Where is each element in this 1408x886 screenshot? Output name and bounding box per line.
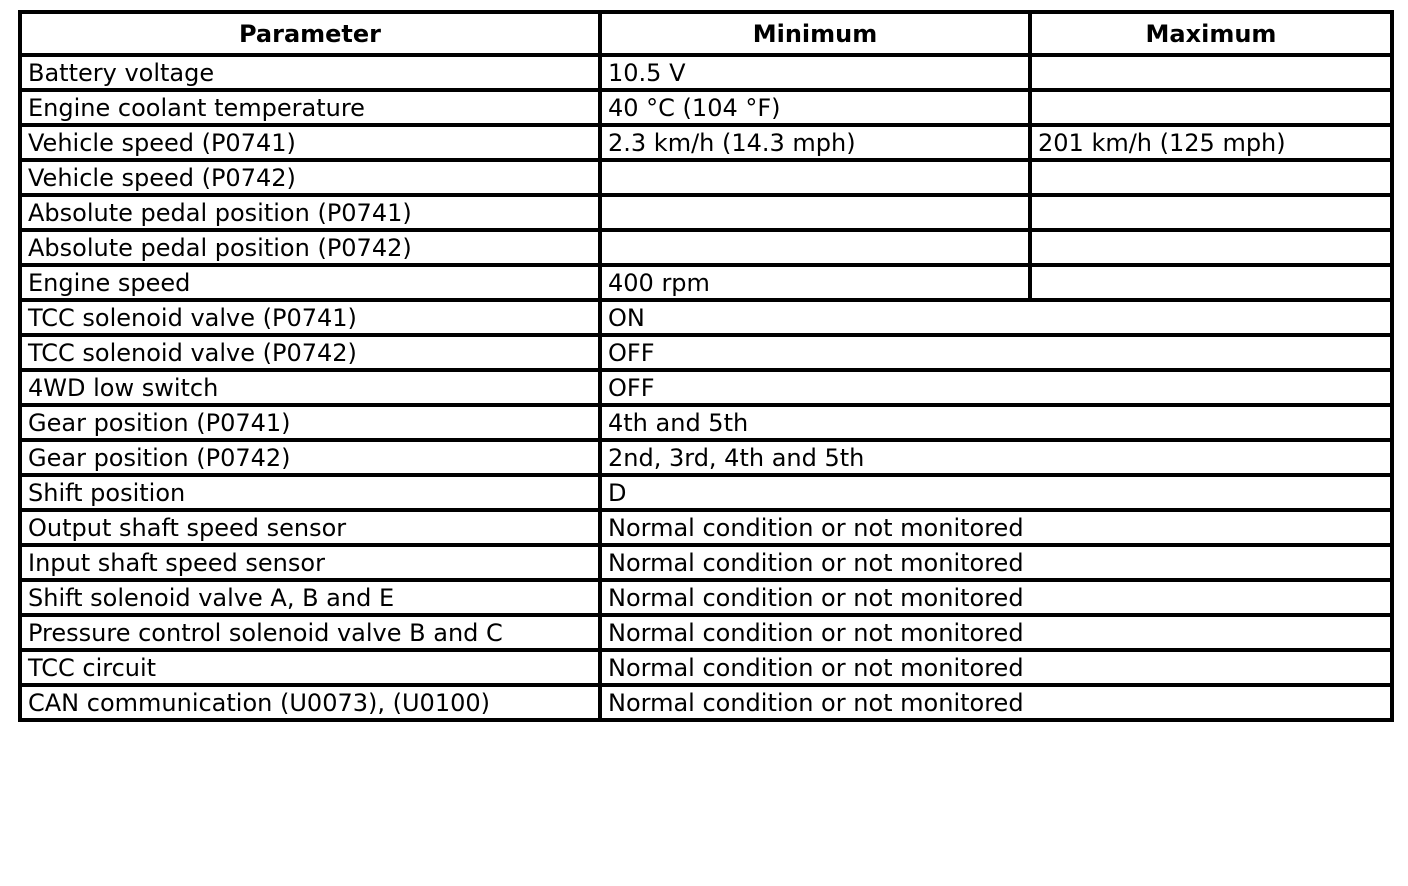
maximum-cell [1030, 160, 1392, 195]
parameter-cell: Vehicle speed (P0742) [20, 160, 600, 195]
table-row [20, 510, 1392, 545]
table-row [20, 195, 1392, 230]
header-parameter: Parameter [20, 12, 600, 55]
maximum-cell [1030, 265, 1392, 300]
table-row [20, 300, 1392, 335]
parameter-cell: Shift solenoid valve A, B and E [20, 580, 600, 615]
table-row [20, 370, 1392, 405]
parameter-table [18, 10, 1394, 722]
value-cell: Normal condition or not monitored [600, 510, 1392, 545]
table-row [20, 90, 1392, 125]
table-row [20, 580, 1392, 615]
table-row [20, 475, 1392, 510]
maximum-cell: 201 km/h (125 mph) [1030, 125, 1392, 160]
value-cell: Normal condition or not monitored [600, 545, 1392, 580]
table-header-row [20, 12, 1392, 55]
value-cell: Normal condition or not monitored [600, 615, 1392, 650]
parameter-cell: CAN communication (U0073), (U0100) [20, 685, 600, 720]
parameter-cell: Pressure control solenoid valve B and C [20, 615, 600, 650]
minimum-cell [600, 230, 1030, 265]
minimum-cell [600, 160, 1030, 195]
parameter-cell: Shift position [20, 475, 600, 510]
parameter-cell: Engine coolant temperature [20, 90, 600, 125]
maximum-cell [1030, 90, 1392, 125]
header-minimum: Minimum [600, 12, 1030, 55]
table-row [20, 55, 1392, 90]
parameter-cell: Gear position (P0742) [20, 440, 600, 475]
table-row [20, 335, 1392, 370]
value-cell: Normal condition or not monitored [600, 580, 1392, 615]
table-row [20, 440, 1392, 475]
parameter-cell: Absolute pedal position (P0742) [20, 230, 600, 265]
maximum-cell [1030, 195, 1392, 230]
value-cell: Normal condition or not monitored [600, 685, 1392, 720]
value-cell: 2nd, 3rd, 4th and 5th [600, 440, 1392, 475]
parameter-cell: Gear position (P0741) [20, 405, 600, 440]
header-maximum: Maximum [1030, 12, 1392, 55]
value-cell: Normal condition or not monitored [600, 650, 1392, 685]
table-row [20, 405, 1392, 440]
minimum-cell: 400 rpm [600, 265, 1030, 300]
parameter-cell: TCC circuit [20, 650, 600, 685]
minimum-cell: 40 °C (104 °F) [600, 90, 1030, 125]
table-row [20, 545, 1392, 580]
parameter-cell: Input shaft speed sensor [20, 545, 600, 580]
parameter-cell: Battery voltage [20, 55, 600, 90]
value-cell: OFF [600, 370, 1392, 405]
parameter-cell: Engine speed [20, 265, 600, 300]
value-cell: 4th and 5th [600, 405, 1392, 440]
table-row [20, 160, 1392, 195]
value-cell: D [600, 475, 1392, 510]
parameter-cell: Vehicle speed (P0741) [20, 125, 600, 160]
table-row [20, 230, 1392, 265]
parameter-cell: Absolute pedal position (P0741) [20, 195, 600, 230]
maximum-cell [1030, 55, 1392, 90]
maximum-cell [1030, 230, 1392, 265]
table-row [20, 125, 1392, 160]
minimum-cell: 10.5 V [600, 55, 1030, 90]
table-row [20, 685, 1392, 720]
table-row [20, 650, 1392, 685]
parameter-cell: TCC solenoid valve (P0742) [20, 335, 600, 370]
table-row [20, 615, 1392, 650]
parameter-cell: Output shaft speed sensor [20, 510, 600, 545]
parameter-cell: TCC solenoid valve (P0741) [20, 300, 600, 335]
value-cell: ON [600, 300, 1392, 335]
table-row [20, 265, 1392, 300]
value-cell: OFF [600, 335, 1392, 370]
parameter-cell: 4WD low switch [20, 370, 600, 405]
minimum-cell [600, 195, 1030, 230]
minimum-cell: 2.3 km/h (14.3 mph) [600, 125, 1030, 160]
